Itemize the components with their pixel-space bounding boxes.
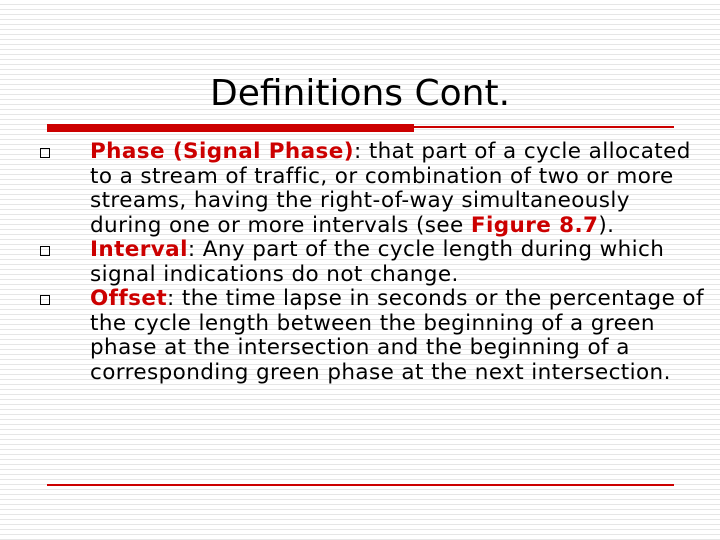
definition-offset-text: : the time lapse in seconds or the percentage of the cycle length between the beginning of a green phase at the intersection and the beginning of a corresponding green phase at the next intersection.: [90, 286, 704, 385]
hollow-square-bullet-icon: [40, 295, 50, 305]
footer-rule: [47, 484, 674, 486]
definition-interval: [38, 238, 708, 287]
definition-phase-text-end: ).: [598, 212, 615, 238]
definition-list: [38, 140, 708, 385]
title-underline-thin: [414, 126, 674, 128]
definition-phase: [38, 140, 708, 238]
hollow-square-bullet-icon: [40, 246, 50, 256]
term-offset: Offset: [90, 286, 168, 311]
slide-title: Definitions Cont.: [209, 73, 511, 114]
definition-offset: [38, 287, 708, 385]
term-interval: Interval: [90, 237, 188, 262]
figure-reference: Figure 8.7: [470, 212, 599, 238]
definition-interval-text: : Any part of the cycle length during which signal indications do not change.: [90, 237, 665, 287]
definition-phase-text: : that part of a cycle allocated to a stream of traffic, or combination of two or more streams, having the right-of-way simultaneously during one or more intervals (see: [90, 139, 691, 238]
title-underline-thick: [47, 124, 414, 132]
hollow-square-bullet-icon: [40, 148, 50, 158]
term-phase: Phase (Signal Phase): [90, 139, 354, 164]
